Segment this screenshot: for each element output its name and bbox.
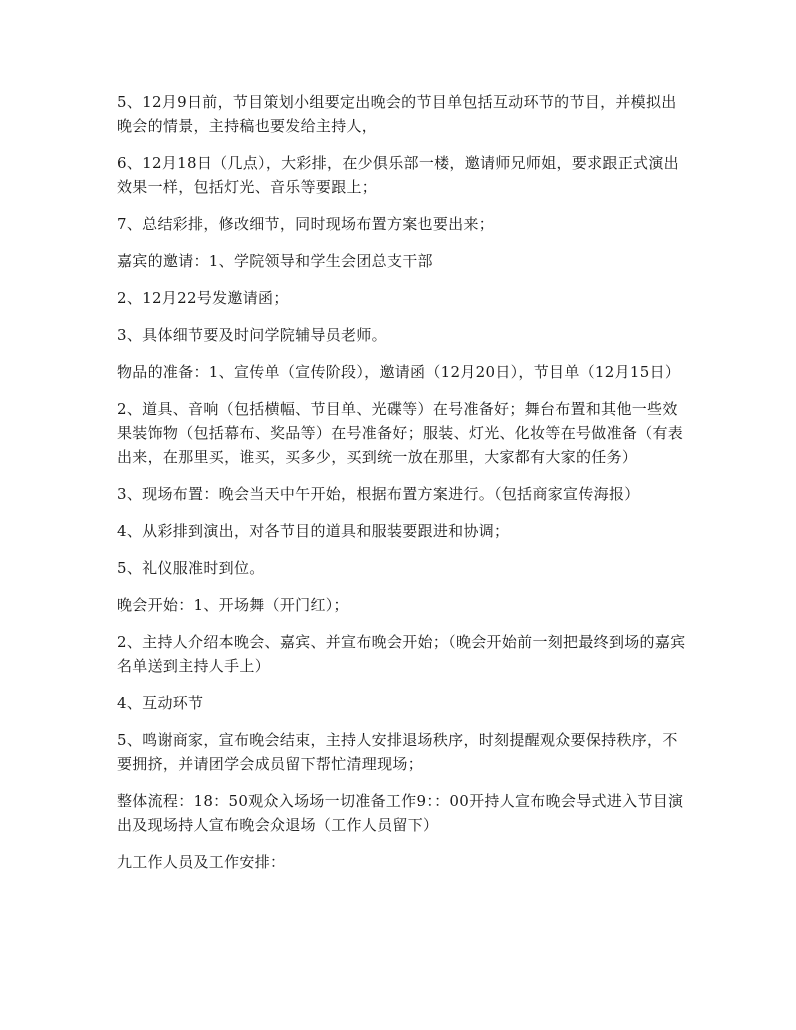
- paragraph-venue-setup: 3、现场布置：晚会当天中午开始，根据布置方案进行。（包括商家宣传海报）: [117, 485, 640, 503]
- paragraph-rehearsal-summary: 7、总结彩排，修改细节，同时现场布置方案也要出来；: [117, 215, 495, 233]
- paragraph-dress-rehearsal: 6、12月18日（几点），大彩排，在少俱乐部一楼，邀请师兄师姐，要求跟正式演出效果一样，包括灯光、音乐等要跟上；: [117, 154, 679, 196]
- paragraph-invitation-date: 2、12月22号发邀请函；: [117, 289, 289, 307]
- paragraph-overall-flow: 整体流程：18：50观众入场场一切准备工作9：：00开持人宣布晚会导式进入节目演出及现场持人宣布晚会众退场（工作人员留下）: [117, 792, 684, 834]
- paragraph-props-audio: 2、道具、音响（包括横幅、节目单、光碟等）在号准备好；舞台布置和其他一些效果装饰物（包括幕布、奖品等）在号准备好；服装、灯光、化妆等在号做准备（有表出来，在那里买，谁买，买多少，买到统一放在那里，大家都有大家的任务）: [117, 400, 684, 466]
- paragraph-closing: 5、鸣谢商家，宣布晚会结束，主持人安排退场秩序，时刻提醒观众要保持秩序，不要拥挤，并请团学会成员留下帮忙清理现场；: [117, 731, 678, 773]
- paragraph-rehearsal-plan: 5、12月9日前，节目策划小组要定出晚会的节目单包括互动环节的节目，并模拟出晚会的情景，主持稿也要发给主持人，: [117, 93, 677, 135]
- paragraph-staff-heading: 九工作人员及工作安排：: [117, 853, 286, 871]
- paragraph-coordination: 4、从彩排到演出，对各节目的道具和服装要跟进和协调；: [117, 522, 510, 540]
- paragraph-host-intro: 2、主持人介绍本晚会、嘉宾、并宣布晚会开始；（晚会开始前一刻把最终到场的嘉宾名单送到主持人手上）: [117, 633, 686, 675]
- paragraph-interaction: 4、互动环节: [117, 694, 204, 712]
- paragraph-etiquette: 5、礼仪服准时到位。: [117, 559, 265, 577]
- paragraph-guest-invitation: 嘉宾的邀请：1、学院领导和学生会团总支干部: [117, 252, 433, 270]
- paragraph-show-start: 晚会开始：1、开场舞（开门红）；: [117, 596, 349, 614]
- document-body: [117, 90, 687, 887]
- paragraph-materials-prep: 物品的准备：1、宣传单（宣传阶段），邀请函（12月20日），节目单（12月15日）: [117, 363, 681, 381]
- paragraph-invitation-details: 3、具体细节要及时问学院辅导员老师。: [117, 326, 387, 344]
